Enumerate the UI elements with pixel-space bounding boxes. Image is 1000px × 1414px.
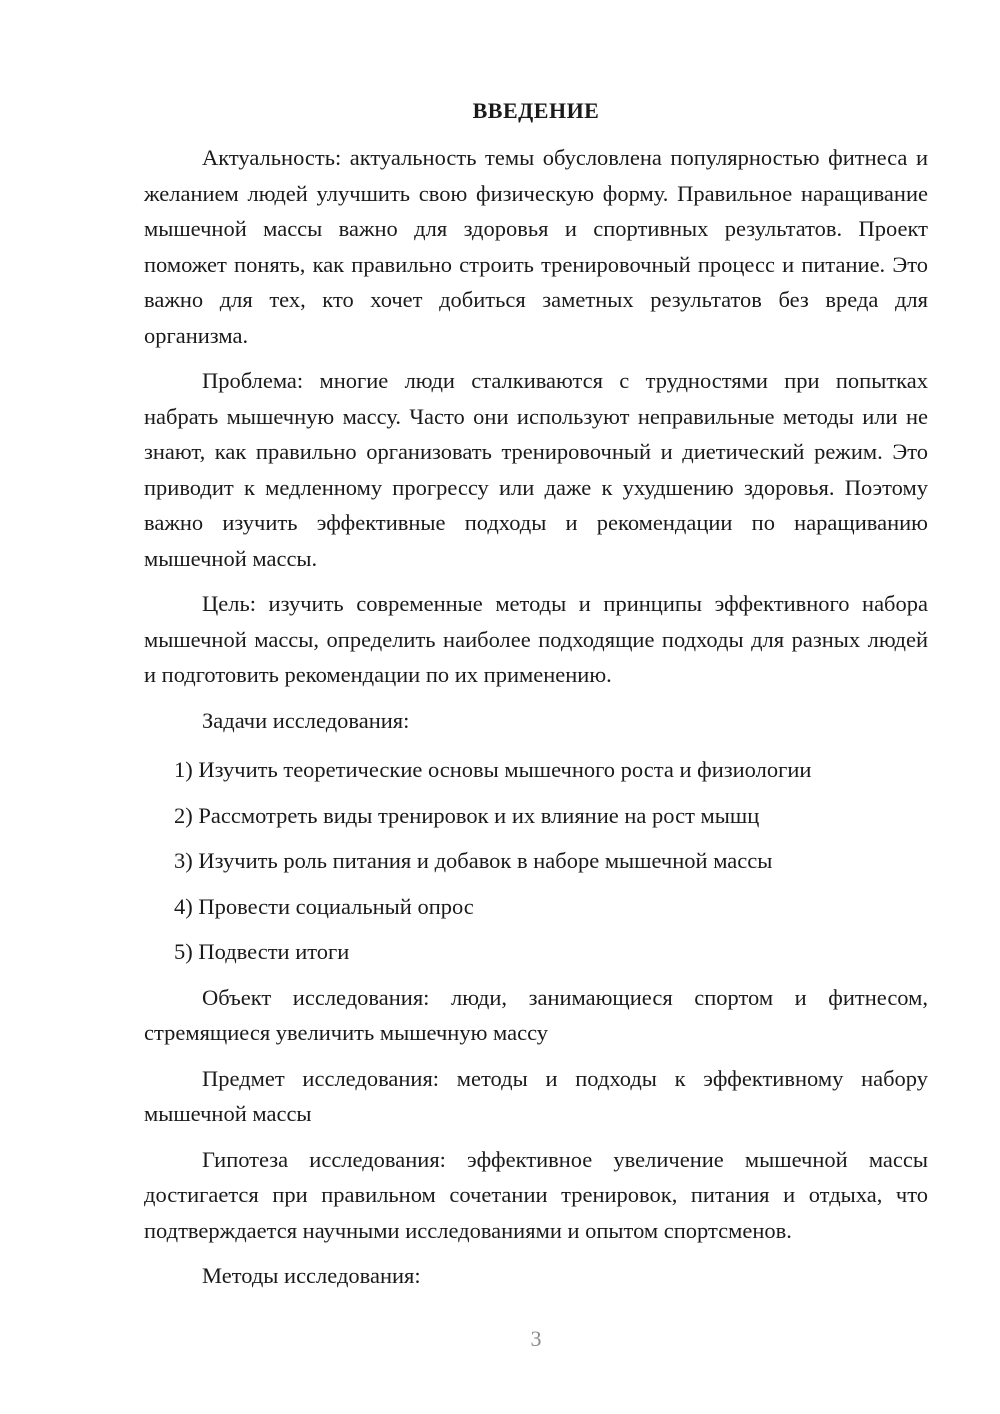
paragraph-subject: Предмет исследования: методы и подходы к эффективному набору мышечной массы [144,1065,928,1126]
list-item: 4) Провести социальный опрос [174,893,474,919]
paragraph-object: Объект исследования: люди, занимающиеся спортом и фитнесом, стремящиеся увеличить мышечную массу [144,984,928,1045]
paragraph-problem: Проблема: многие люди сталкиваются с трудностями при попытках набрать мышечную массу. Часто они используют неправильные методы или не знают, как правильно организовать тренировочный и диетический режим. Это приводит к медленному прогрессу или даже к ухудшению здоровья. Поэтому важно изучить эффективные подходы и рекомендации по наращиванию мышечной массы. [144,368,928,571]
list-item: 2) Рассмотреть виды тренировок и их влияние на рост мышц [174,802,760,828]
paragraph-methods-heading: Методы исследования: [202,1263,421,1288]
list-item: 3) Изучить роль питания и добавок в наборе мышечной массы [174,848,773,873]
document-page [144,94,928,1308]
paragraph-relevance: Актуальность: актуальность темы обусловлена популярностью фитнеса и желанием людей улучшить свою физическую форму. Правильное наращивание мышечной массы важно для здоровья и спортивных результатов. Проект поможет понять, как правильно строить тренировочный процесс и питание. Это важно для тех, кто хочет добиться заметных результатов без вреда для организма. [144,145,928,348]
list-item: 1) Изучить теоретические основы мышечного роста и физиологии [174,757,812,782]
page-number: 3 [530,1326,542,1351]
paragraph-tasks-heading: Задачи исследования: [202,707,410,733]
page-title: ВВЕДЕНИЕ [472,98,600,123]
list-item: 5) Подвести итоги [174,939,350,964]
task-list [144,752,928,970]
paragraph-hypothesis: Гипотеза исследования: эффективное увеличение мышечной массы достигается при правильном сочетании тренировок, питания и отдыха, что подтверждается научными исследованиями и опытом спортсменов. [144,1146,928,1243]
paragraph-goal: Цель: изучить современные методы и принципы эффективного набора мышечной массы, определить наиболее подходящие подходы для разных людей и подготовить рекомендации по их применению. [144,591,928,687]
